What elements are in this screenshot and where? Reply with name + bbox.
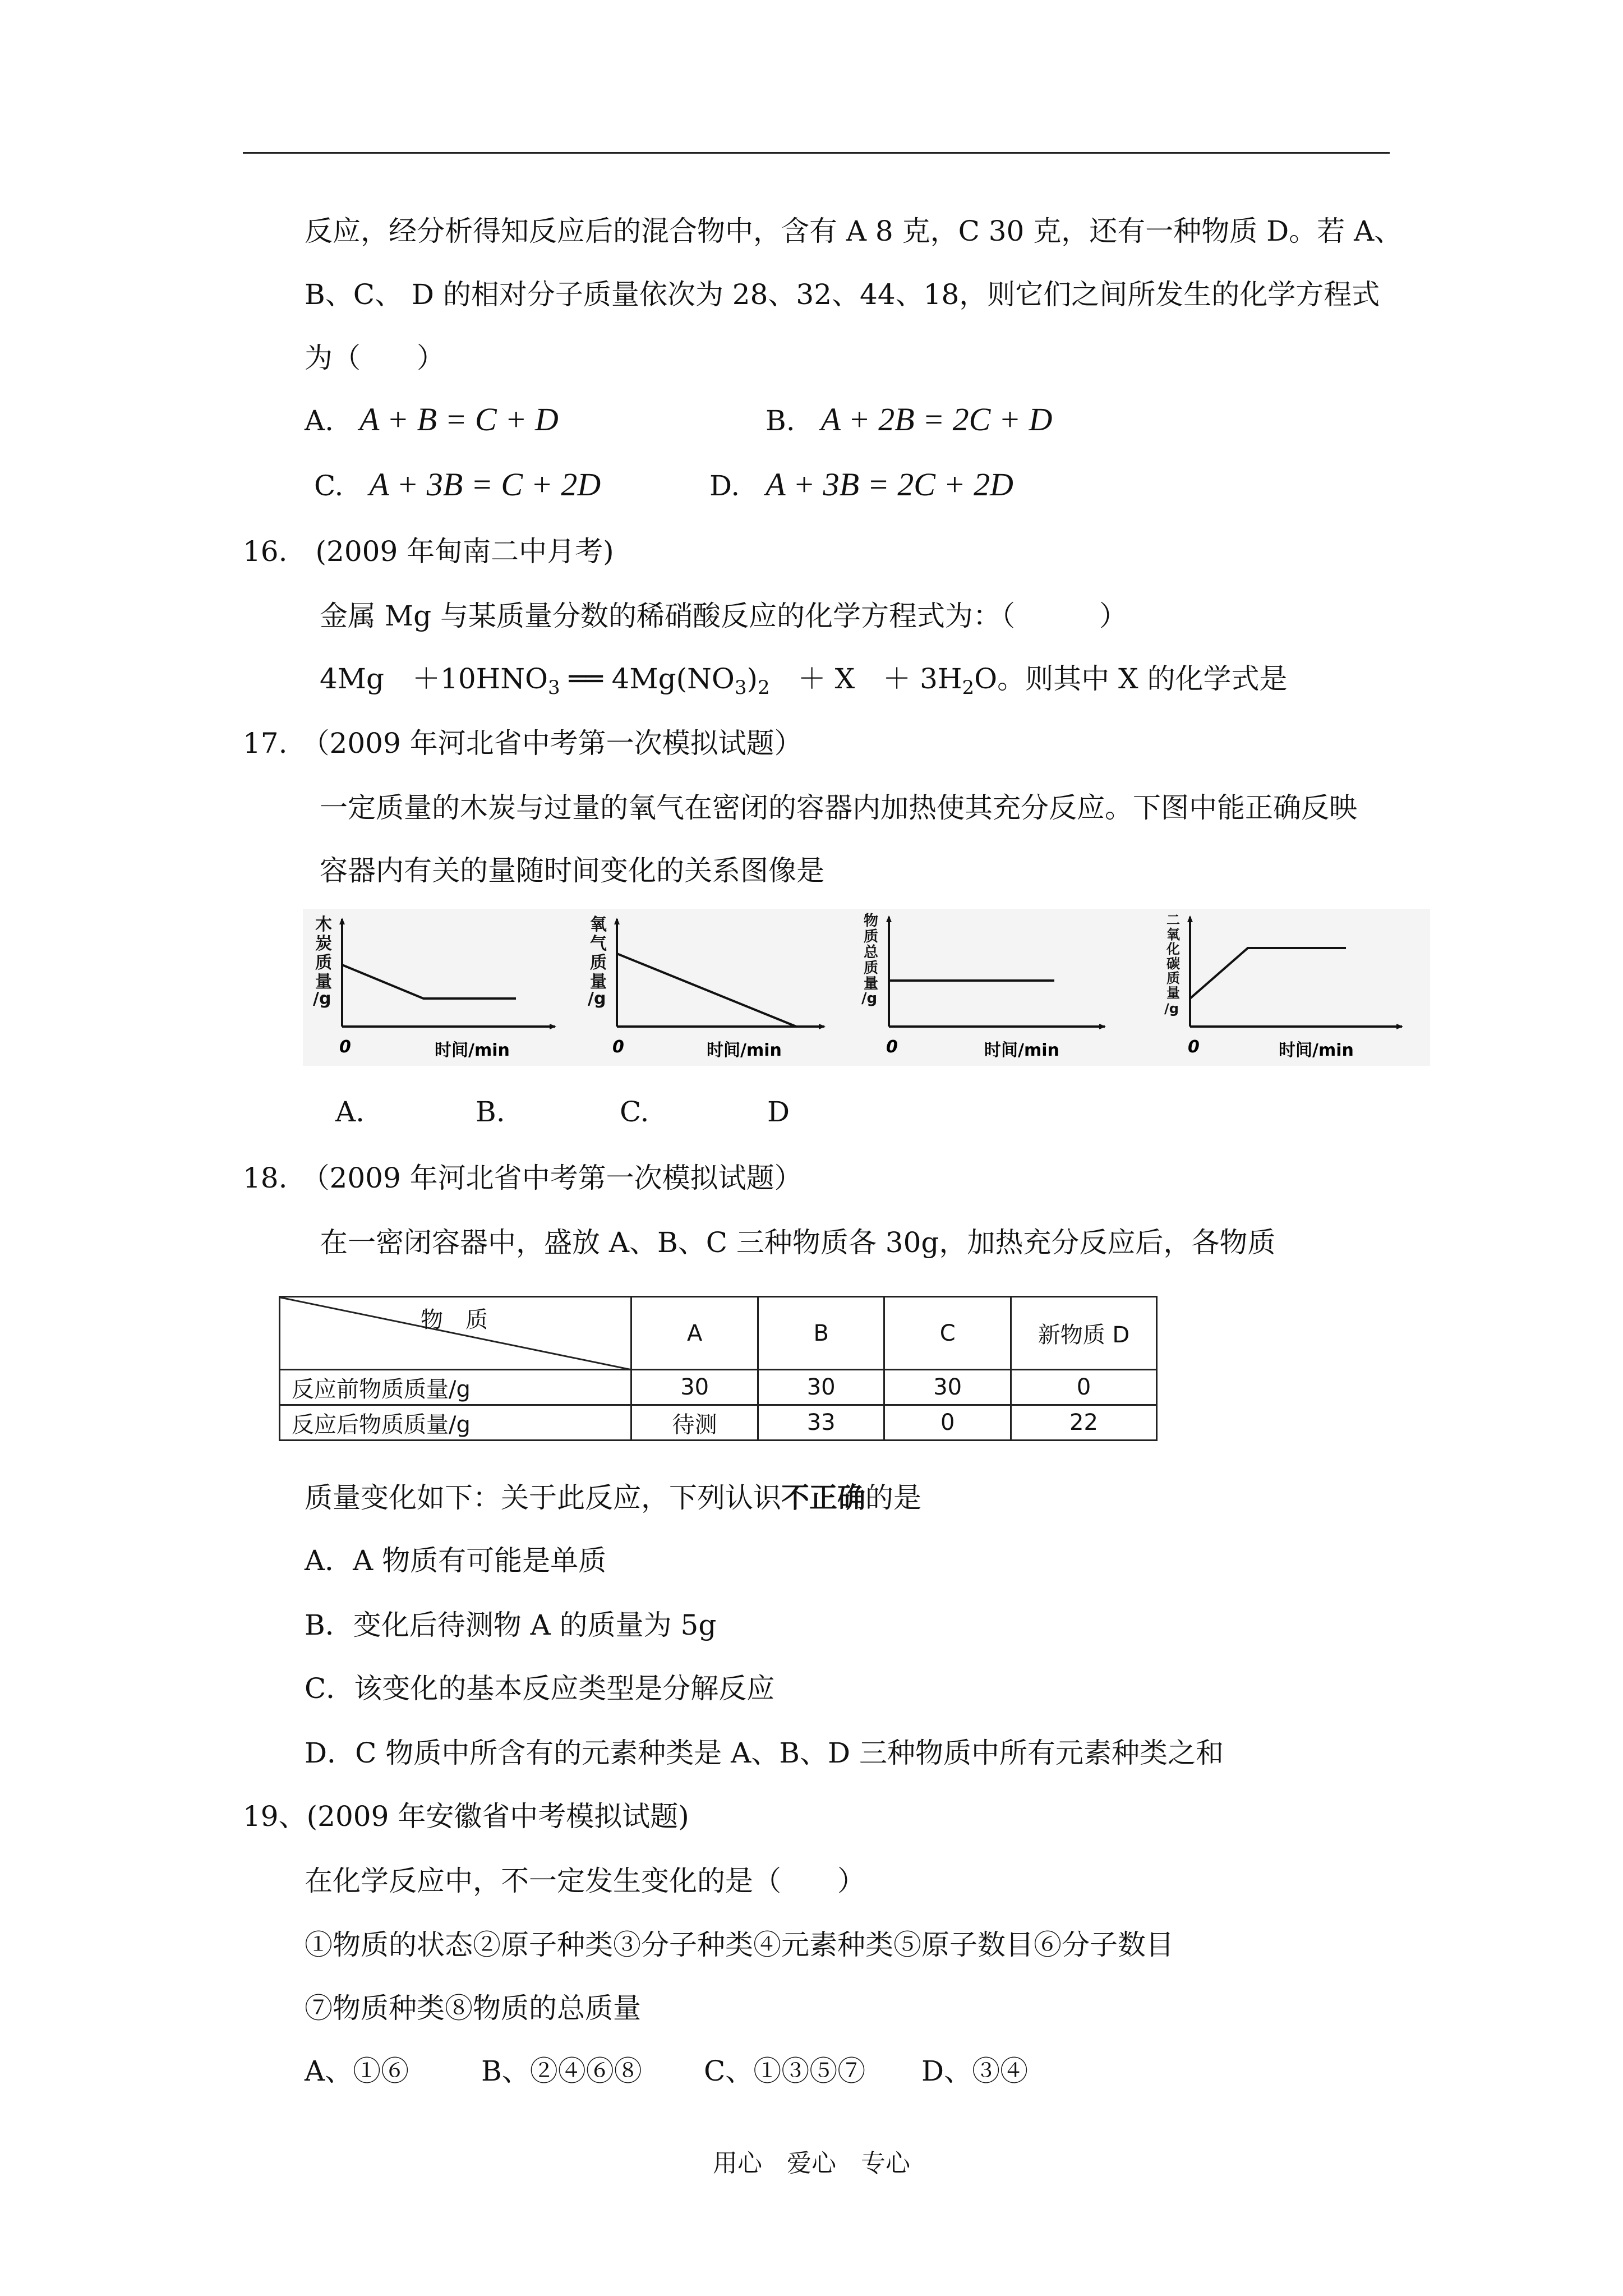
q15-option-b[interactable]: [766, 403, 1052, 438]
graph-xlabel: 时间/min: [984, 1041, 1059, 1060]
q15-option-d[interactable]: [709, 468, 1013, 503]
table-cell: 30: [884, 1370, 1011, 1405]
eq-subscript: 3: [547, 677, 560, 699]
table-header-row: [280, 1297, 1157, 1370]
q18-text-line2: [305, 1481, 921, 1515]
graph-ylabel-char: 化: [1166, 941, 1180, 957]
graph-origin-label: 0: [1188, 1037, 1200, 1057]
option-equation: A + 3B = C + 2D: [369, 466, 601, 503]
text-part: 质量变化如下：关于此反应，下列认识: [305, 1481, 781, 1514]
graph-ylabel-char: /g: [588, 989, 606, 1009]
table-cell: 待测: [631, 1405, 758, 1441]
emphasis-text: 不正确: [781, 1481, 865, 1514]
graph-ylabel-char: 质: [315, 953, 332, 973]
graph-ylabel-char: 总: [864, 944, 879, 961]
option-label: C.: [314, 470, 344, 502]
table-column-header: 新物质 D: [1011, 1297, 1156, 1370]
eq-subscript: 3: [734, 677, 747, 699]
graph-ylabel-char: 碳: [1166, 956, 1180, 972]
q17-option-b[interactable]: B.: [476, 1096, 505, 1128]
q17-graphs: [303, 909, 1430, 1066]
q18-data-table: [279, 1296, 1158, 1441]
graph-ylabel-char: 氧: [1166, 927, 1180, 942]
q16-text-line1: 金属 Mg 与某质量分数的稀硝酸反应的化学方程式为：（ ）: [320, 600, 1127, 632]
graph-ylabel-char: 物: [864, 913, 879, 930]
table-corner-label: 物 质: [421, 1307, 488, 1333]
table-row: [280, 1370, 1157, 1405]
q19-text-line3: ⑦物质种类⑧物质的总质量: [305, 1992, 641, 2024]
q18-header: 18. （2009 年河北省中考第一次模拟试题）: [243, 1162, 803, 1194]
q17-header: 17. （2009 年河北省中考第一次模拟试题）: [243, 727, 803, 760]
header-rule: [243, 152, 1390, 154]
option-label: A.: [305, 404, 334, 437]
q15-option-c[interactable]: [314, 468, 601, 503]
table-corner-cell: [280, 1297, 631, 1370]
q19-option-a[interactable]: A、①⑥: [305, 2055, 409, 2087]
graph-ylabel-char: 质: [1166, 970, 1180, 986]
table-cell: 33: [758, 1405, 884, 1441]
q17-text-line1: 一定质量的木炭与过量的氧气在密闭的容器内加热使其充分反应。下图中能正确反映: [320, 792, 1357, 824]
eq-part: O。则其中 X 的化学式是: [974, 662, 1288, 695]
eq-part: ): [746, 662, 758, 695]
graph-ylabel-char: 木: [315, 915, 332, 935]
graph-ylabel-char: 量: [1166, 985, 1180, 1001]
table-cell: 0: [1011, 1370, 1156, 1405]
graph-ylabel-char: /g: [313, 989, 331, 1009]
table-cell: 0: [884, 1405, 1011, 1441]
q18-option-d[interactable]: D．C 物质中所含有的元素种类是 A、B、D 三种物质中所有元素种类之和: [305, 1737, 1224, 1769]
graph-ylabel-char: 质: [590, 953, 607, 973]
page-footer: 用心 爱心 专心: [713, 2149, 910, 2178]
graph-ylabel-char: 炭: [315, 934, 332, 954]
graph-xlabel: 时间/min: [707, 1041, 782, 1060]
q15-text-line2: B、C、 D 的相对分子质量依次为 28、32、44、18，则它们之间所发生的化学方程式: [305, 278, 1380, 311]
q19-option-b[interactable]: B、②④⑥⑧: [481, 2055, 642, 2087]
q19-option-d[interactable]: D、③④: [921, 2055, 1029, 2087]
q17-option-c[interactable]: C.: [620, 1096, 649, 1128]
table-row-label: 反应后物质质量/g: [280, 1405, 631, 1441]
table-row: [280, 1405, 1157, 1441]
table-cell: 30: [631, 1370, 758, 1405]
table-column-header: C: [884, 1297, 1011, 1370]
q19-text-line1: 在化学反应中，不一定发生变化的是（ ）: [305, 1865, 865, 1897]
graph-ylabel-char: 质: [864, 928, 879, 945]
q19-text-line2: ①物质的状态②原子种类③分子种类④元素种类⑤原子数目⑥分子数目: [305, 1929, 1174, 1961]
q19-option-c[interactable]: C、①③⑤⑦: [704, 2055, 866, 2087]
q16-header: 16. (2009 年甸南二中月考): [243, 535, 614, 568]
graph-ylabel-char: 二: [1166, 912, 1180, 928]
q17-text-line2: 容器内有关的量随时间变化的关系图像是: [320, 854, 824, 887]
graph-origin-label: 0: [339, 1037, 351, 1057]
graph-ylabel-char: /g: [861, 990, 878, 1007]
graph-ylabel-char: /g: [1164, 1001, 1179, 1016]
graph-ylabel-char: 氧: [590, 915, 607, 935]
eq-part: ＋ X ＋ 3H: [769, 662, 962, 695]
q17-option-d[interactable]: D: [767, 1096, 790, 1128]
q18-text-line1: 在一密闭容器中，盛放 A、B、C 三种物质各 30g，加热充分反应后，各物质: [320, 1226, 1276, 1259]
q19-header: 19、(2009 年安徽省中考模拟试题): [243, 1800, 689, 1833]
eq-part: 4Mg ＋10HNO: [320, 662, 548, 695]
graph-origin-label: 0: [612, 1037, 624, 1057]
graph-ylabel-char: 量: [864, 976, 879, 992]
q15-text-line1: 反应，经分析得知反应后的混合物中，含有 A 8 克，C 30 克，还有一种物质 D。若 A、: [305, 215, 1403, 247]
graph-ylabel-char: 量: [590, 972, 607, 992]
q18-option-a[interactable]: A．A 物质有可能是单质: [305, 1544, 607, 1577]
graph-xlabel: 时间/min: [1279, 1041, 1354, 1060]
option-equation: A + B = C + D: [359, 401, 559, 438]
graph-ylabel-char: 质: [864, 960, 879, 977]
eq-subscript: 2: [962, 677, 975, 699]
table-cell: 22: [1011, 1405, 1156, 1441]
graph-ylabel-char: 量: [315, 972, 332, 992]
q18-option-b[interactable]: B．变化后待测物 A 的质量为 5g: [305, 1609, 717, 1641]
graph-origin-label: 0: [886, 1037, 898, 1057]
q16-equation: [320, 662, 1288, 705]
option-label: B.: [766, 404, 795, 437]
table-row-label: 反应前物质质量/g: [280, 1370, 631, 1405]
table-column-header: B: [758, 1297, 884, 1370]
graph-ylabel-char: 气: [590, 934, 607, 954]
table-column-header: A: [631, 1297, 758, 1370]
option-equation: A + 2B = 2C + D: [820, 401, 1053, 438]
option-label: D.: [709, 470, 740, 502]
graph-xlabel: 时间/min: [435, 1041, 510, 1060]
eq-part: ══ 4Mg(NO: [560, 662, 735, 695]
eq-subscript: 2: [758, 677, 770, 699]
q15-option-a[interactable]: [305, 403, 559, 438]
table-cell: 30: [758, 1370, 884, 1405]
q18-option-c[interactable]: C．该变化的基本反应类型是分解反应: [305, 1672, 775, 1705]
option-equation: A + 3B = 2C + 2D: [766, 466, 1013, 503]
q17-option-a[interactable]: A.: [335, 1096, 365, 1128]
text-part: 的是: [865, 1481, 921, 1514]
q15-text-line3: 为（ ）: [305, 342, 445, 374]
